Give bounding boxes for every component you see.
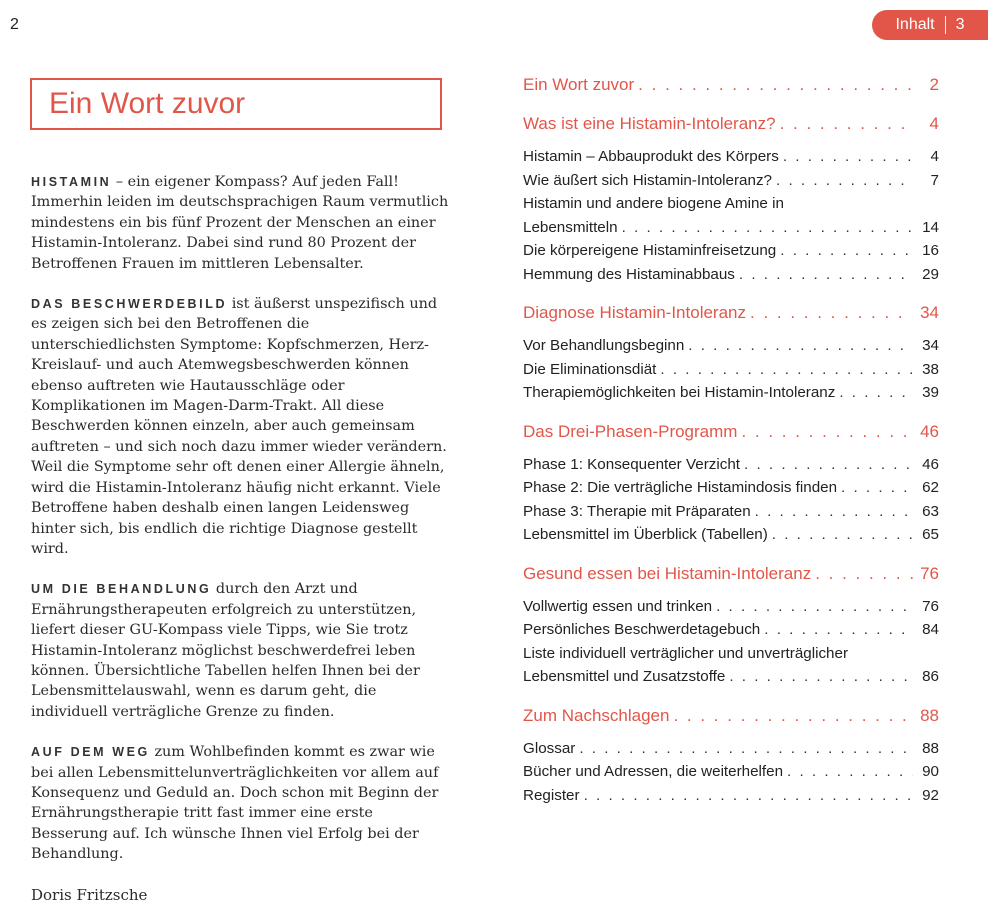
right-page-number: 3 bbox=[955, 16, 965, 33]
toc-entry[interactable] bbox=[523, 263, 939, 287]
toc-leader bbox=[776, 169, 913, 193]
toc-heading-page: 46 bbox=[920, 421, 939, 441]
toc-entry-page: 34 bbox=[922, 337, 939, 354]
toc-entry-label: Histamin – Abbauprodukt des Körpers bbox=[523, 148, 779, 165]
toc-leader bbox=[755, 500, 913, 524]
toc-entry-label: Liste individuell verträglicher und unverträglicher bbox=[523, 644, 849, 662]
toc-entry-page: 4 bbox=[930, 148, 939, 165]
paragraph-lead: AUF DEM WEG bbox=[31, 745, 150, 760]
toc-heading[interactable] bbox=[523, 112, 939, 136]
toc-heading-page: 4 bbox=[929, 114, 939, 133]
paragraph-lead: DAS BESCHWERDEBILD bbox=[31, 297, 228, 312]
toc-entry[interactable] bbox=[523, 453, 939, 477]
toc-entry[interactable] bbox=[523, 358, 939, 382]
toc-entry-page: 29 bbox=[922, 265, 939, 283]
toc-entry-page: 46 bbox=[922, 455, 939, 473]
toc-entry-label-cont: Lebensmitteln bbox=[523, 218, 618, 236]
toc-entry-label: Glossar bbox=[523, 739, 576, 757]
paragraph-body: durch den Arzt und Ernährungstherapeuten erfolgreich zu unterstützen, liefert dieser GU-Kompass viele Tipps, wie Sie trotz Histamin-Intoleranz möglichst beschwerdefrei leben können. Übersichtliche Tabellen helfen Ihnen bei der Lebensmittelauswahl, wenn es darum geht, die individuell verträgliche Grenze zu finden. bbox=[31, 581, 420, 720]
toc-entry-page: 65 bbox=[922, 526, 939, 543]
toc-section bbox=[523, 301, 939, 405]
toc-heading-title: Ein Wort zuvor bbox=[523, 75, 635, 94]
toc-entry-label: Die körpereigene Histaminfreisetzung bbox=[523, 242, 777, 259]
toc-leader bbox=[741, 420, 913, 444]
toc-entry[interactable] bbox=[523, 500, 939, 524]
tab-divider bbox=[945, 16, 946, 34]
intro-text bbox=[31, 172, 451, 905]
toc-leader bbox=[787, 760, 913, 784]
toc-entry-label: Wie äußert sich Histamin-Intoleranz? bbox=[523, 171, 772, 189]
toc-heading[interactable] bbox=[523, 73, 939, 97]
toc-heading-page: 76 bbox=[920, 563, 939, 583]
paragraph bbox=[31, 294, 451, 559]
toc-entry-page: 14 bbox=[922, 218, 939, 236]
toc-heading-page: 34 bbox=[920, 303, 939, 322]
toc-entry[interactable] bbox=[523, 334, 939, 358]
toc-section bbox=[523, 704, 939, 808]
toc-entry-page: 16 bbox=[922, 242, 939, 259]
toc-entry-label: Phase 1: Konsequenter Verzicht bbox=[523, 455, 740, 473]
toc-leader bbox=[622, 216, 913, 240]
paragraph bbox=[31, 579, 451, 722]
toc-entry[interactable] bbox=[523, 476, 939, 500]
toc-heading[interactable] bbox=[523, 420, 939, 444]
toc-entry-page: 86 bbox=[922, 668, 939, 685]
toc-leader bbox=[780, 239, 913, 263]
paragraph bbox=[31, 742, 451, 864]
toc-entry-label: Histamin und andere biogene Amine in bbox=[523, 195, 784, 212]
toc-entry[interactable] bbox=[523, 169, 939, 193]
chapter-title: Ein Wort zuvor bbox=[49, 87, 246, 120]
toc-leader bbox=[660, 358, 913, 382]
toc-entry-label: Therapiemöglichkeiten bei Histamin-Intoleranz bbox=[523, 384, 836, 401]
toc-leader bbox=[839, 381, 913, 405]
toc-entry-label: Vor Behandlungsbeginn bbox=[523, 337, 685, 354]
toc-entry-label: Bücher und Adressen, die weiterhelfen bbox=[523, 763, 784, 780]
toc-entry[interactable] bbox=[523, 381, 939, 405]
toc-leader bbox=[584, 784, 913, 808]
toc-entry-page: 84 bbox=[922, 621, 939, 638]
paragraph-body: – ein eigener Kompass? Auf jeden Fall! Immerhin leiden im deutschsprachigen Raum vermutlich mindestens ein bis fünf Prozent der Menschen an einer Histamin-Intoleranz. Dabei sind rund 80 Prozent der Betroffenen Frauen im mittleren Lebensalter. bbox=[31, 174, 449, 272]
toc-entry-label: Die Eliminationsdiät bbox=[523, 360, 657, 378]
table-of-contents bbox=[523, 73, 939, 822]
paragraph-body: zum Wohlbefinden kommt es zwar wie bei allen Lebensmittelunverträglichkeiten vor allem auf Konsequenz und Geduld an. Doch schon mit Beginn der Ernährungstherapie tritt fast immer eine erste Besserung auf. Ich wünsche Ihnen viel Erfolg bei der Behandlung. bbox=[31, 744, 439, 863]
toc-leader bbox=[729, 665, 913, 689]
toc-entry[interactable] bbox=[523, 145, 939, 169]
toc-heading-page: 88 bbox=[920, 705, 939, 725]
toc-entry[interactable] bbox=[523, 760, 939, 784]
toc-entry[interactable] bbox=[523, 618, 939, 642]
toc-entry[interactable] bbox=[523, 784, 939, 808]
toc-leader bbox=[772, 523, 913, 547]
toc-entry-page: 76 bbox=[922, 597, 939, 615]
left-page-number: 2 bbox=[10, 16, 19, 33]
toc-leader bbox=[780, 112, 913, 136]
toc-leader bbox=[579, 737, 913, 761]
toc-leader bbox=[750, 301, 913, 325]
paragraph-lead: HISTAMIN bbox=[31, 175, 112, 189]
toc-heading[interactable] bbox=[523, 704, 939, 728]
toc-entry[interactable] bbox=[523, 216, 939, 240]
toc-entry[interactable] bbox=[523, 665, 939, 689]
toc-heading-title: Gesund essen bei Histamin-Intoleranz bbox=[523, 563, 812, 583]
toc-entry[interactable] bbox=[523, 239, 939, 263]
toc-leader bbox=[783, 145, 913, 169]
toc-leader bbox=[638, 73, 913, 97]
toc-leader bbox=[688, 334, 913, 358]
toc-section bbox=[523, 73, 939, 97]
toc-leader bbox=[673, 704, 913, 728]
paragraph-lead: UM DIE BEHANDLUNG bbox=[31, 582, 212, 597]
toc-entry-label: Phase 2: Die verträgliche Histamindosis finden bbox=[523, 479, 838, 496]
toc-heading[interactable] bbox=[523, 562, 939, 586]
section-tab-label: Inhalt bbox=[895, 16, 935, 33]
toc-heading-page: 2 bbox=[929, 75, 939, 94]
toc-entry-label: Hemmung des Histaminabbaus bbox=[523, 265, 735, 283]
toc-entry-page: 90 bbox=[922, 763, 939, 780]
toc-heading-title: Zum Nachschlagen bbox=[523, 705, 670, 725]
toc-entry[interactable] bbox=[523, 523, 939, 547]
toc-entry-page: 7 bbox=[930, 171, 939, 189]
toc-leader bbox=[744, 453, 913, 477]
toc-heading-title: Diagnose Histamin-Intoleranz bbox=[523, 303, 746, 322]
toc-entry-label: Register bbox=[523, 786, 580, 804]
section-tab bbox=[872, 10, 988, 40]
toc-section bbox=[523, 420, 939, 547]
toc-entry-label: Persönliches Beschwerdetagebuch bbox=[523, 621, 761, 638]
toc-entry[interactable] bbox=[523, 737, 939, 761]
toc-entry-page: 88 bbox=[922, 739, 939, 757]
toc-entry-line1[interactable] bbox=[523, 642, 939, 666]
toc-leader bbox=[716, 595, 913, 619]
toc-heading-title: Das Drei-Phasen-Programm bbox=[523, 421, 738, 441]
toc-leader bbox=[841, 476, 913, 500]
toc-entry-page: 62 bbox=[922, 479, 939, 496]
toc-section bbox=[523, 562, 939, 689]
paragraph bbox=[31, 172, 451, 274]
chapter-title-box bbox=[30, 78, 442, 130]
toc-entry-label: Lebensmittel im Überblick (Tabellen) bbox=[523, 526, 768, 543]
toc-entry-page: 92 bbox=[922, 786, 939, 804]
toc-entry-page: 38 bbox=[922, 360, 939, 378]
toc-entry-label-cont: Lebensmittel und Zusatzstoffe bbox=[523, 668, 726, 685]
toc-entry-page: 39 bbox=[922, 384, 939, 401]
paragraph-body: ist äußerst unspezifisch und es zeigen sich bei den Betroffenen die unterschiedlichsten Symptome: Kopfschmerzen, Herz-Kreislauf- und auch Atemwegsbeschwerden können ebenso auftreten wie Hautausschläge oder Komplikationen im Magen-Darm-Trakt. All diese Beschwerden können einzeln, aber auch gemeinsam auftreten – und sich noch dazu immer wieder verändern. Weil die Symptome sehr oft denen einer Allergie ähneln, wird die Histamin-Intoleranz häufig nicht erkannt. Viele Betroffene haben deshalb einen langen Leidensweg hinter sich, bis endlich die richtige Diagnose gestellt wird. bbox=[31, 296, 447, 557]
toc-heading[interactable] bbox=[523, 301, 939, 325]
toc-leader bbox=[815, 562, 913, 586]
toc-entry-label: Phase 3: Therapie mit Präparaten bbox=[523, 502, 751, 520]
toc-entry-label: Vollwertig essen und trinken bbox=[523, 597, 713, 615]
author-signature: Doris Fritzsche bbox=[31, 885, 148, 904]
toc-leader bbox=[764, 618, 913, 642]
toc-leader bbox=[739, 263, 913, 287]
toc-entry[interactable] bbox=[523, 595, 939, 619]
toc-heading-title: Was ist eine Histamin-Intoleranz? bbox=[523, 114, 776, 133]
toc-section bbox=[523, 112, 939, 286]
toc-entry-page: 63 bbox=[922, 502, 939, 520]
toc-entry-line1[interactable] bbox=[523, 192, 939, 216]
